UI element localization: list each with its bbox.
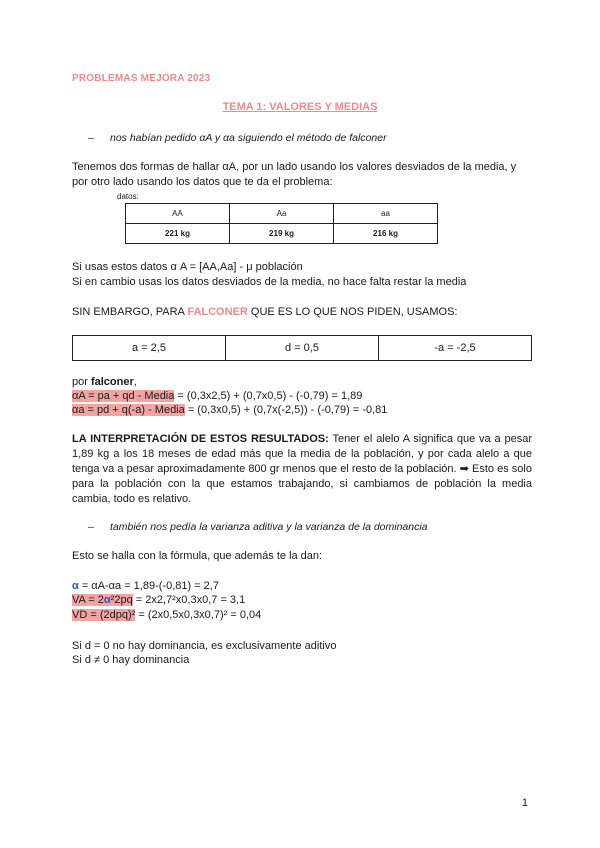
bullet-text: también nos pedía la varianza aditiva y la varianza de la dominancia <box>110 521 428 533</box>
alpha-symbol: α <box>103 594 111 606</box>
formula-highlight-post: ²2pq <box>110 594 133 606</box>
formula-highlight-pre: VA = 2 <box>72 594 104 606</box>
document-header: PROBLEMAS MEJORA 2023 <box>72 73 211 84</box>
text-span: QUE ES LO QUE NOS PIDEN, USAMOS: <box>247 306 458 318</box>
text-span: , <box>133 376 137 388</box>
table-header-cell: Aa <box>230 204 334 224</box>
condition-line: Si d = 0 no hay dominancia, es exclusivamente aditivo <box>72 640 337 652</box>
paragraph: Esto se halla con la fórmula, que además te la dan: <box>72 550 323 562</box>
bullet-dash: – <box>88 521 94 533</box>
formula-highlight <box>72 594 133 606</box>
bullet-item <box>88 132 387 144</box>
text-span: SIN EMBARGO, PARA <box>72 306 188 318</box>
bullet-dash: – <box>88 132 94 144</box>
section-title: TEMA 1: VALORES Y MEDIAS <box>222 101 378 113</box>
table-cell: a = 2,5 <box>73 336 226 361</box>
table-cell: 219 kg <box>230 224 334 244</box>
sin-embargo-line <box>72 305 532 320</box>
table-row <box>73 336 532 361</box>
formula-highlight: VD = (2dpq)² <box>72 609 136 621</box>
interpretation-text: Tener el alelo A significa que va a pesar 1,89 kg a los 18 meses de edad más que la media de la población, y por cada alelo a que tenga va a pesar aproximadamente 800 gr menos que el resto de la población. ➡ Esto es solo para la población con la que estamos trabajando, si cambiamos de población la media cambia, todo es relativo. <box>72 433 533 505</box>
falconer-highlight: FALCONER <box>187 306 248 318</box>
formula-text: = (2x0,5x0,3x0,7)² = 0,04 <box>135 609 262 621</box>
formula-va <box>72 593 532 608</box>
formula-text: = αA-αa = 1,89-(-0,81) = 2,7 <box>78 580 219 592</box>
page-number: 1 <box>521 797 528 809</box>
interpretation-paragraph <box>72 432 532 507</box>
formula-text: = (0,3x0,5) + (0,7x(-2,5)) - (-0,79) = -0,81 <box>184 404 388 416</box>
alpha-symbol: α <box>72 580 79 592</box>
falconer-table <box>72 335 532 361</box>
formula-highlight: αa = pd + q(-a) - Media <box>72 404 185 416</box>
table-row <box>126 204 438 224</box>
table-cell: 216 kg <box>334 224 438 244</box>
text-bold: falconer <box>90 376 134 388</box>
formula-text: = 2x2,7²x0,3x0,7 = 3,1 <box>132 594 246 606</box>
data-table <box>125 203 438 244</box>
text-line: Si usas estos datos α A = [AA,Aa] - μ población <box>72 261 303 273</box>
formula-vd <box>72 608 532 623</box>
formula-text: = (0,3x2,5) + (0,7x0,5) - (-0,79) = 1,89 <box>174 390 363 402</box>
table-header-cell: aa <box>334 204 438 224</box>
bullet-text: nos habían pedido αA y αa siguiendo el método de falconer <box>110 132 387 144</box>
text-span: por <box>72 376 91 388</box>
table-row <box>126 224 438 244</box>
interpretation-heading: LA INTERPRETACIÓN DE ESTOS RESULTADOS: <box>72 433 329 445</box>
table-cell: d = 0,5 <box>226 336 379 361</box>
table-header-cell: AA <box>126 204 230 224</box>
bullet-item <box>88 521 428 533</box>
table-cell: 221 kg <box>126 224 230 244</box>
formula-alpha-a <box>72 403 532 418</box>
formula-alpha <box>72 579 532 594</box>
text-line: Si en cambio usas los datos desviados de la media, no hace falta restar la media <box>72 276 467 288</box>
table-cell: -a = -2,5 <box>379 336 532 361</box>
datos-label: datos: <box>117 192 139 201</box>
por-falconer-line <box>72 375 532 390</box>
condition-line: Si d ≠ 0 hay dominancia <box>72 654 190 666</box>
formula-alpha-A <box>72 389 532 404</box>
paragraph: Tenemos dos formas de hallar αA, por un lado usando los valores desviados de la media, y por otro lado usando los datos que te da el problema: <box>72 161 517 188</box>
formula-highlight: αA = pa + qd - Media <box>72 390 175 402</box>
